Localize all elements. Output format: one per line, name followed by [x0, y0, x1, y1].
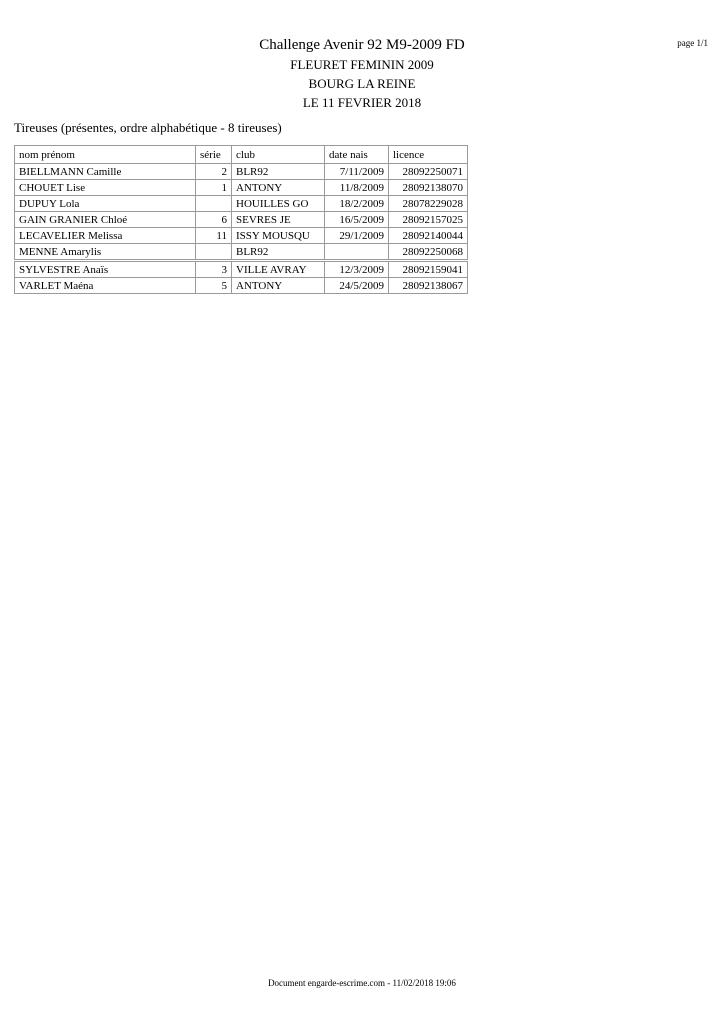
column-header-serie: série	[196, 146, 232, 164]
cell-name: LECAVELIER Melissa	[15, 228, 196, 244]
table-row	[15, 180, 468, 196]
cell-club: BLR92	[232, 164, 325, 180]
cell-serie	[196, 244, 232, 261]
section-title: Tireuses (présentes, ordre alphabétique - 8 tireuses)	[14, 120, 282, 135]
cell-licence: 28092157025	[389, 212, 468, 228]
cell-name: CHOUET Lise	[15, 180, 196, 196]
cell-club: ANTONY	[232, 180, 325, 196]
column-header-name: nom prénom	[15, 146, 196, 164]
cell-licence: 28092250068	[389, 244, 468, 261]
document-header	[0, 36, 724, 112]
cell-birthdate: 11/8/2009	[325, 180, 389, 196]
cell-name: DUPUY Lola	[15, 196, 196, 212]
cell-serie: 6	[196, 212, 232, 228]
cell-name: MENNE Amarylis	[15, 244, 196, 261]
cell-birthdate: 18/2/2009	[325, 196, 389, 212]
cell-club: SEVRES JE	[232, 212, 325, 228]
page-number: page 1/1	[677, 38, 708, 48]
cell-licence: 28092159041	[389, 261, 468, 278]
competition-title: Challenge Avenir 92 M9-2009 FD	[259, 37, 465, 53]
cell-birthdate: 24/5/2009	[325, 278, 389, 294]
cell-club: HOUILLES GO	[232, 196, 325, 212]
cell-licence: 28078229028	[389, 196, 468, 212]
cell-birthdate: 29/1/2009	[325, 228, 389, 244]
column-header-club: club	[232, 146, 325, 164]
cell-birthdate: 12/3/2009	[325, 261, 389, 278]
cell-club: ANTONY	[232, 278, 325, 294]
cell-birthdate: 16/5/2009	[325, 212, 389, 228]
event-weapon-category: FLEURET FEMININ 2009	[290, 57, 434, 72]
cell-serie: 2	[196, 164, 232, 180]
cell-club: ISSY MOUSQU	[232, 228, 325, 244]
cell-birthdate: 7/11/2009	[325, 164, 389, 180]
table-row	[15, 212, 468, 228]
cell-club: VILLE AVRAY	[232, 261, 325, 278]
cell-name: SYLVESTRE Anaïs	[15, 261, 196, 278]
table-row	[15, 278, 468, 294]
table-row	[15, 164, 468, 180]
table-row	[15, 261, 468, 278]
cell-serie: 1	[196, 180, 232, 196]
event-date: LE 11 FEVRIER 2018	[302, 95, 422, 110]
cell-licence: 28092138067	[389, 278, 468, 294]
table-row	[15, 228, 468, 244]
cell-birthdate	[325, 244, 389, 261]
table-header-row	[15, 146, 468, 164]
cell-name: VARLET Maéna	[15, 278, 196, 294]
cell-licence: 28092250071	[389, 164, 468, 180]
cell-serie: 11	[196, 228, 232, 244]
cell-club: BLR92	[232, 244, 325, 261]
cell-licence: 28092140044	[389, 228, 468, 244]
document-footer: Document engarde-escrime.com - 11/02/2018 19:06	[268, 978, 456, 988]
fencers-table	[14, 145, 468, 294]
cell-name: GAIN GRANIER Chloé	[15, 212, 196, 228]
cell-serie: 3	[196, 261, 232, 278]
column-header-birthdate: date nais	[325, 146, 389, 164]
cell-name: BIELLMANN Camille	[15, 164, 196, 180]
table-row	[15, 196, 468, 212]
cell-licence: 28092138070	[389, 180, 468, 196]
table-row	[15, 244, 468, 261]
event-location: BOURG LA REINE	[308, 76, 416, 91]
cell-serie	[196, 196, 232, 212]
column-header-licence: licence	[389, 146, 468, 164]
cell-serie: 5	[196, 278, 232, 294]
